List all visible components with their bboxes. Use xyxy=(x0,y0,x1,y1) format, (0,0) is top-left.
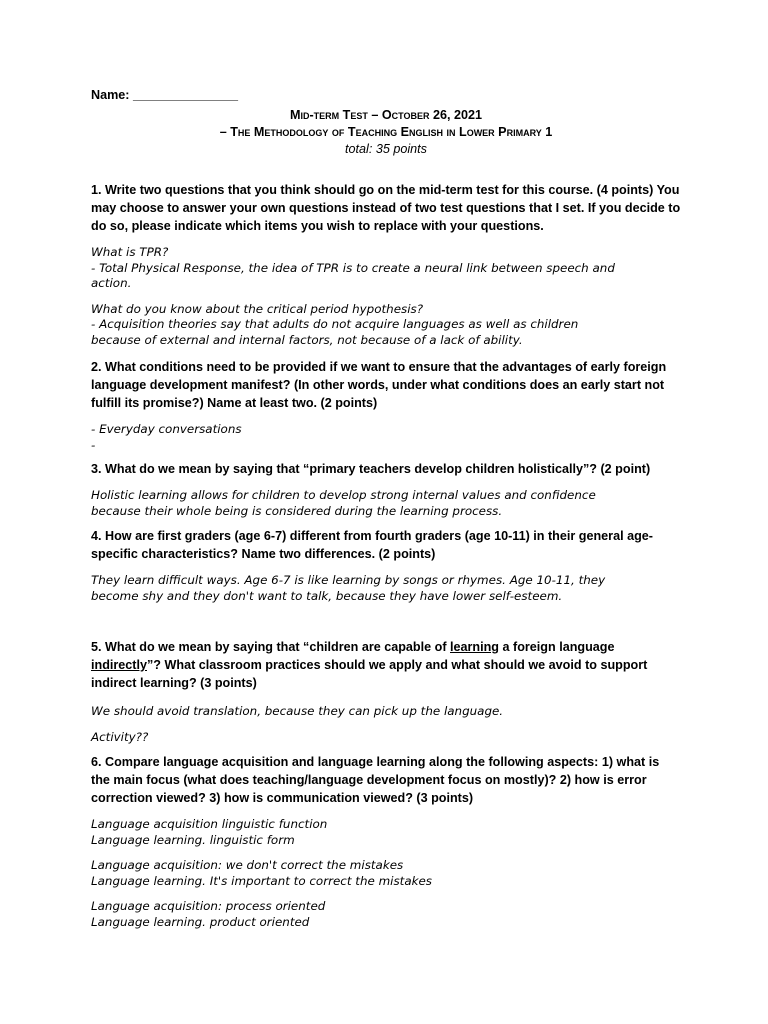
answer-line: action. xyxy=(91,276,132,290)
answer-line: Language acquisition linguistic function xyxy=(91,817,328,831)
answer-6c xyxy=(91,899,681,930)
answer-4 xyxy=(91,573,681,604)
question-5-text-a: 5. What do we mean by saying that “children are capable of xyxy=(91,640,451,654)
document-page xyxy=(91,86,681,930)
answer-line: What is TPR? xyxy=(91,245,169,259)
answer-line: because their whole being is considered during the learning process. xyxy=(91,503,503,518)
question-5 xyxy=(91,638,681,692)
question-6: 6. Compare language acquisition and language learning along the following aspects: 1) what is the main focus (what does teaching/language development focus on mostly)? 2) how is error correction viewed? 3) how is communication viewed? (3 points) xyxy=(91,755,660,805)
test-title: Mid-term Test – October 26, 2021 xyxy=(289,108,483,122)
answer-line: - Everyday conversations xyxy=(91,422,242,436)
answer-line: Language acquisition: we don't correct the mistakes xyxy=(91,858,404,872)
answer-line: What do you know about the critical period hypothesis? xyxy=(91,301,424,316)
answer-1b xyxy=(91,302,681,349)
question-5-text-c: ”? What classroom practices should we apply and what should we avoid to support indirect learning? (3 points) xyxy=(91,658,648,690)
answer-5a xyxy=(91,704,681,720)
answer-2 xyxy=(91,422,681,453)
question-2: 2. What conditions need to be provided if we want to ensure that the advantages of early foreign language development manifest? (In other words, under what conditions does an early start not fulfill its promise?) Name at least two. (2 points) xyxy=(91,360,667,410)
answer-line: Activity?? xyxy=(91,729,149,744)
answer-line: Language acquisition: process oriented xyxy=(91,899,326,913)
underlined-word-learning: learning xyxy=(450,640,500,654)
underlined-word-indirectly: indirectly xyxy=(91,658,147,672)
question-5-text-b: a foreign language xyxy=(499,640,615,654)
answer-line: We should avoid translation, because they can pick up the language. xyxy=(91,704,504,718)
name-field-label: Name: _______________ xyxy=(91,88,239,102)
answer-line: - Total Physical Response, the idea of TPR is to create a neural link between speech and xyxy=(91,260,615,275)
question-3: 3. What do we mean by saying that “primary teachers develop children holistically”? (2 point) xyxy=(91,462,651,476)
answer-line: become shy and they don't want to talk, because they have lower self-esteem. xyxy=(91,588,563,603)
answer-line: Language learning. linguistic form xyxy=(91,832,295,847)
answer-line: Language learning. product oriented xyxy=(91,914,310,929)
answer-line: - xyxy=(91,437,96,452)
total-points: total: 35 points xyxy=(345,142,427,156)
answer-5b xyxy=(91,730,681,746)
answer-line: - Acquisition theories say that adults do not acquire languages as well as children xyxy=(91,317,579,331)
answer-6b xyxy=(91,858,681,889)
answer-line: They learn difficult ways. Age 6-7 is like learning by songs or rhymes. Age 10-11, they xyxy=(91,573,606,587)
answer-line: Language learning. It's important to correct the mistakes xyxy=(91,873,432,888)
answer-line: because of external and internal factors, not because of a lack of ability. xyxy=(91,332,523,347)
answer-line: Holistic learning allows for children to develop strong internal values and confidence xyxy=(91,488,596,502)
question-1: 1. Write two questions that you think should go on the mid-term test for this course. (4 points) You may choose to answer your own questions instead of two test questions that I set. If you decide to do so, please indicate which items you wish to replace with your questions. xyxy=(91,183,681,233)
answer-3 xyxy=(91,488,681,519)
course-title: – The Methodology of Teaching English in Lower Primary 1 xyxy=(219,125,553,139)
answer-1a xyxy=(91,245,681,292)
answer-6a xyxy=(91,817,681,848)
question-4: 4. How are first graders (age 6-7) different from fourth graders (age 10-11) in their general age-specific characteristics? Name two differences. (2 points) xyxy=(91,529,653,561)
